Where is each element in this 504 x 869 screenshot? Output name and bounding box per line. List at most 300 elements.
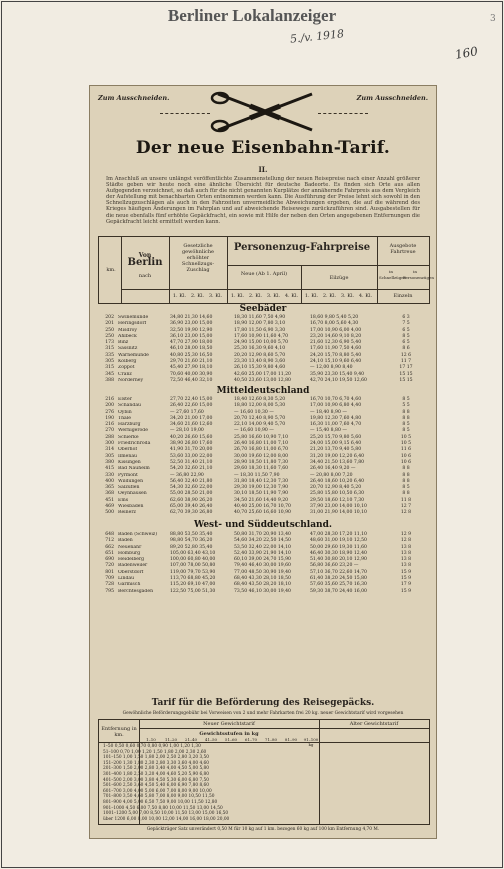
cell-station: Baden (Schweiz) xyxy=(118,532,157,537)
baggage-row: über 1200 6,00 8,00 10,00 12,00 14,00 16,00 18,00 20,00 xyxy=(103,816,230,822)
cell-station: Heidelberg xyxy=(118,557,145,563)
baggage-table xyxy=(98,719,430,825)
cell-station: Kissingen xyxy=(118,459,141,465)
cell-ex: 6 5 xyxy=(402,327,410,333)
cell-km: 315 xyxy=(105,365,114,371)
cell-km: 451 xyxy=(105,497,114,503)
cell-km: 415 xyxy=(105,466,114,472)
fare-table-sueddeutschland xyxy=(100,532,426,595)
cell-ex: 11 8 xyxy=(400,497,412,503)
gepaeck-sub-personenzug: in Personenzügen xyxy=(403,269,434,280)
gewichtsstufen-header: Gewichtsstufen in kg xyxy=(199,731,259,737)
baggage-row: 201–300 1,50 2,00 2,80 3,40 4,00 4,50 5,00 5,80 xyxy=(103,766,210,772)
cell-station: Misdroy xyxy=(118,327,138,333)
cell-pp: 79,40 46,40 30,00 19,60 xyxy=(234,563,291,569)
cell-ex: 5 5 xyxy=(402,403,410,409)
cell-pp: 30,00 19,60 12,00 8,00 xyxy=(234,453,289,459)
cell-ep: 16,70 8,00 5,60 4,30 xyxy=(310,321,359,327)
class-label: 4. Kl. xyxy=(358,293,373,299)
cell-pp: 25,80 16,60 10,90 7,10 xyxy=(234,434,289,440)
cell-km: 173 xyxy=(105,340,114,346)
cell-cl: 53,60 33,00 22,00 xyxy=(170,453,213,459)
cell-pp: — 18,30 11,50 7,90 xyxy=(234,472,280,478)
cell-ep: 37,90 23,00 14,00 10,10 xyxy=(310,504,367,510)
cell-km: 400 xyxy=(105,478,114,484)
cell-station: Ilmenau xyxy=(118,453,138,459)
cell-pp: 73,50 46,10 30,00 19,40 xyxy=(234,588,291,594)
cell-ex: 15 9 xyxy=(400,588,412,594)
cell-km: 288 xyxy=(105,434,114,440)
cell-ep: 24,20 15,70 8,80 5,40 xyxy=(310,352,362,358)
cell-ep: 24,00 15,00 9,15 6,40 xyxy=(310,441,362,447)
cell-station: Schierke xyxy=(118,434,139,440)
berlin-header: Berlin xyxy=(127,257,163,268)
baggage-row: 1001–1200 5,00 7,00 8,50 10,00 11,50 13,00 15,00 16,50 xyxy=(103,811,229,817)
cell-km: 651 xyxy=(105,550,114,556)
cell-ep: 26,40 16,40 9,20 — xyxy=(310,466,356,472)
cell-ep: 59,30 38,70 24,40 16,00 xyxy=(310,588,367,594)
cell-station: Sassnitz xyxy=(118,346,138,352)
cell-pp: 40,40 25,00 16,70 10,70 xyxy=(234,504,291,510)
cut-label-left: Zum Ausschneiden. xyxy=(98,94,170,102)
cell-ep: 47,00 28,30 17,20 11,10 xyxy=(310,532,367,537)
cell-cl: 34,60 21,60 12,60 xyxy=(170,422,213,428)
cell-ex: 17 9 xyxy=(400,582,412,588)
headline: Der neue Eisenbahn-Tarif. xyxy=(135,138,391,158)
cell-km: 250 xyxy=(105,333,114,339)
cell-km: 720 xyxy=(105,563,114,569)
section-title: Seebäder xyxy=(239,304,287,314)
cell-ex: 8 5 xyxy=(402,485,410,491)
class-label: 3. Kl. xyxy=(208,293,223,299)
cell-pp: 68,40 43,30 28,10 18,50 xyxy=(234,576,291,582)
baggage-row: 1–50 0,50 0,60 0,70 0,80 0,90 1,00 1,20 1,30 xyxy=(103,744,201,749)
cell-station: Wildungen xyxy=(118,478,144,484)
cell-km: 276 xyxy=(105,409,114,415)
cell-station: Bad Nauheim xyxy=(118,466,150,472)
class-label: 4. Kl. xyxy=(284,293,299,299)
cell-cl: 34,20 21,00 17,00 xyxy=(170,415,213,421)
baggage-title: Tarif für die Beförderung des Reisegepäcks. xyxy=(151,698,375,708)
cell-km: 648 xyxy=(105,532,114,537)
weight-step: 91–100 kg xyxy=(303,737,319,747)
cell-pp: 40,50 23,60 13,00 12,80 xyxy=(234,377,291,383)
cell-ep: 31,20 19,00 12,20 6,40 xyxy=(310,453,365,459)
baggage-row: 901–1000 4,50 6,00 7,50 8,80 10,00 11,50 13,00 14,50 xyxy=(103,805,223,811)
cell-ep: 57,10 36,70 22,60 14,70 xyxy=(310,569,367,575)
cut-line-right xyxy=(318,113,368,114)
cell-km: 690 xyxy=(105,557,114,563)
weight-step: 41–50 xyxy=(204,737,218,742)
cell-km: 305 xyxy=(105,359,114,365)
cell-cl: 54,30 32,60 22,00 xyxy=(170,485,213,491)
baggage-row: 101–150 1,00 1,50 1,80 2,00 2,50 2,80 3,20 3,50 xyxy=(103,755,210,761)
cell-cl: 52,50 31,40 21,10 xyxy=(170,459,213,465)
cell-station: Ahlbeck xyxy=(118,333,137,339)
cell-ex: 17 17 xyxy=(399,365,413,371)
cell-pp: 25,30 16,30 9,60 4,10 xyxy=(234,346,286,352)
baggage-footnote: Gepäckträger Satz unverändert 0,50 M für 10 kg auf 1 km. bezogen 60 kg auf 100 km Entfernung 4,70 M. xyxy=(146,827,380,832)
cell-ex: 13 8 xyxy=(400,557,412,563)
cell-station: Ems xyxy=(118,497,129,503)
cell-station: Warnemünde xyxy=(118,352,149,358)
cell-km: 801 xyxy=(105,569,114,575)
fare-table-seebaeder xyxy=(100,315,426,384)
table-row xyxy=(100,589,426,595)
cell-station: Schandau xyxy=(118,403,142,409)
cell-cl: 36,10 23,00 15,00 xyxy=(170,333,213,339)
gepaeck-header: Ausgebote Fahrtreue xyxy=(389,243,417,255)
cell-cl: 88,80 53,50 35,40 xyxy=(170,532,213,537)
baggage-row: 401–500 2,00 3,00 3,80 4,50 5,30 6,00 6,80 7,50 xyxy=(103,777,210,783)
cell-cl: 62,70 39,30 26,80 xyxy=(170,510,213,516)
fare-table-mitteldeutschland xyxy=(100,397,426,517)
cell-cl: 40,80 25,30 16,50 xyxy=(170,352,213,358)
weight-step: 11–20 xyxy=(164,737,178,742)
cell-pp: — 16,60 10,90 — xyxy=(234,428,274,434)
cell-ep: 17,60 11,90 7,50 4,60 xyxy=(310,346,362,352)
cell-ep: — 12,00 8,90 8,40 xyxy=(310,365,353,371)
cell-station: Elster xyxy=(118,397,132,402)
cell-ex: 13 8 xyxy=(400,563,412,569)
cell-cl: 70,60 40,00 30,90 xyxy=(170,371,213,377)
cell-ex: 8 8 xyxy=(402,415,410,421)
cell-station: Badenweiler xyxy=(118,563,148,569)
cell-cl: 26,40 22,60 15,00 xyxy=(170,403,213,409)
cell-cl: 62,60 38,90 26,20 xyxy=(170,497,213,503)
cell-cl: 47,70 27,90 18,00 xyxy=(170,340,213,346)
cell-km: 345 xyxy=(105,371,114,377)
cell-ep: 19,80 12,30 7,60 4,80 xyxy=(310,415,362,421)
cell-ex: 8 5 xyxy=(402,422,410,428)
class-label: 2. Kl. xyxy=(248,293,263,299)
baggage-row: 301–400 1,80 2,50 3,20 4,00 4,60 5,20 5,90 6,80 xyxy=(103,772,210,777)
cell-ep: 16,70 10,70 6,70 4,60 xyxy=(310,397,362,402)
cell-ep: 17,00 10,90 6,00 4,00 xyxy=(310,327,362,333)
cell-km: 250 xyxy=(105,327,114,333)
cell-cl: 38,90 26,80 17,60 xyxy=(170,441,213,447)
cell-ep: 25,20 15,70 9,80 5,60 xyxy=(310,434,362,440)
cell-km: 795 xyxy=(105,588,114,594)
cell-ex: 11 7 xyxy=(400,359,412,365)
cell-cl: 36,90 23,00 15,00 xyxy=(170,321,213,327)
class-label: 2. Kl. xyxy=(190,293,205,299)
cell-km: 335 xyxy=(105,352,114,358)
newspaper-clipping xyxy=(89,85,437,839)
table-row xyxy=(100,510,426,516)
cell-pp: 29,30 19,00 12,30 7,90 xyxy=(234,485,289,491)
cell-cl: — 28,10 19,00 xyxy=(170,428,204,434)
von-header: Von xyxy=(138,252,152,259)
cell-station: Lindau xyxy=(118,576,135,582)
cell-pp: 34,50 21,60 14,40 9,20 xyxy=(234,497,289,503)
cell-cl: 107,00 78,00 50,80 xyxy=(170,563,216,569)
cell-km: 365 xyxy=(105,485,114,491)
cell-pp: 17,60 10,90 11,60 4,70 xyxy=(234,333,289,339)
cell-cl: 32,50 19,90 12,90 xyxy=(170,327,213,333)
cell-cl: — 36,80 22,90 xyxy=(170,472,204,478)
cell-km: 201 xyxy=(105,321,114,327)
cell-cl: 115,20 69,10 47,00 xyxy=(170,582,216,588)
cell-cl: 45,40 27,90 18,10 xyxy=(170,365,213,371)
cell-ex: 12 8 xyxy=(400,510,412,516)
cell-ex: 8 5 xyxy=(402,333,410,339)
weight-step: 81–90 xyxy=(284,737,298,742)
alter-tarif-header: Alter Gewichtstarif xyxy=(349,721,399,727)
cell-pp: 68,40 43,50 28,20 18,10 xyxy=(234,582,291,588)
cell-ex: 8 8 xyxy=(402,472,410,478)
cell-pp: 31,80 18,40 12,30 7,30 xyxy=(234,478,289,484)
class-label: 3. Kl. xyxy=(266,293,281,299)
neue-header: Neue (Ab 1. April) xyxy=(240,271,288,277)
cell-ep: 46,40 30,30 18,90 12,40 xyxy=(310,550,367,556)
cell-km: 305 xyxy=(105,453,114,459)
entfernung-header: Entfernung in km. xyxy=(101,726,137,738)
cell-km: 662 xyxy=(105,544,114,550)
cell-pp: 30,10 18,50 11,90 7,90 xyxy=(234,491,289,497)
nach-header: nach xyxy=(138,273,152,279)
cell-station: Heringsdorf xyxy=(118,321,147,327)
cell-pp: 26,40 16,80 11,00 7,10 xyxy=(234,441,289,447)
cell-ep: 42,70 24,10 19,50 12,60 xyxy=(310,377,367,383)
cell-ep: 51,40 30,80 20,10 12,90 xyxy=(310,557,367,563)
cell-station: Cranz xyxy=(118,371,132,377)
schnellzug-header: Gesetzliche gewöhnliche erhöhter Schnellzugs-Zuschlag xyxy=(181,243,215,273)
cell-ep: — 20,80 8,00 7,20 xyxy=(310,472,353,478)
weight-step: 21–40 xyxy=(184,737,198,742)
part-number: II. xyxy=(258,165,268,174)
baggage-row: 151–200 1,30 1,80 2,30 2,80 3,30 3,60 4,00 4,60 xyxy=(103,760,210,766)
cell-km: 200 xyxy=(105,403,114,409)
cell-ex: 8 6 xyxy=(402,346,410,352)
newspaper-masthead: Berliner Lokalanzeiger xyxy=(167,6,337,25)
cell-cl: 119,00 79,70 53,90 xyxy=(170,569,216,575)
cell-cl: 34,80 21,30 14,60 xyxy=(170,315,213,320)
cell-cl: 27,70 22,40 15,00 xyxy=(170,397,213,402)
cell-station: Oeynhausen xyxy=(118,491,147,497)
cell-ep: 50,00 29,60 19,30 11,60 xyxy=(310,544,367,550)
cell-ep: — 15,40 8,80 — xyxy=(310,428,347,434)
cell-ex: 15 15 xyxy=(399,371,413,377)
cell-ex: 8 8 xyxy=(402,466,410,472)
cell-pp: 20,20 12,90 8,60 5,70 xyxy=(234,352,286,358)
cell-pp: 23,30 13,40 8,90 3,60 xyxy=(234,359,286,365)
cell-pp: 18,40 12,60 8,30 5,20 xyxy=(234,397,286,402)
cell-station: Binz xyxy=(118,340,129,346)
cell-km: 216 xyxy=(105,397,114,402)
class-label: 1. Kl. xyxy=(230,293,245,299)
cell-ex: 10 5 xyxy=(400,441,412,447)
cell-station: Berchtesgaden xyxy=(118,588,154,594)
class-label: 3. Kl. xyxy=(340,293,355,299)
cell-ep: 18,60 9,80 5,40 5,20 xyxy=(310,315,359,320)
cell-ex: 15 15 xyxy=(399,377,413,383)
cell-pp: 26,70 16,80 11,00 6,70 xyxy=(234,447,289,453)
intro-paragraph: Im Anschluß an unsere unlängst veröffentlichte Zusammenstellung der neuen Reisepreise nach einer Anzahl größerer Städte geben wir heute noch eine ähnliche Übersicht für deutsche Badeorte. Es finden sich Orte aus allen Aufgegenden verzeichnet, so daß auch für die nicht genannten Kurplätze der annähernde Fahrpreis aus dem Vergleich der Aufstellung mit benachbarten Orten entnommen werden kann. Die Ausführung der Preise lehnt sich sowohl in den Schnellzugzuschlägen als auch in den Fahrzeiten unvermeidliche Abweichungen ergeben, die auf die während des Krieges häufigen Änderungen im Fahrplan und auf abweichende Reisewege zurückzuführen sind. Ausgabestellen für die neue ebenfalls fünf erhöhte Gepäckfracht, ein sowie mit Hilfe der neben den Orten angegebenen Entfernungen die Gepäckfracht leicht ermittelt werden kann. xyxy=(106,176,420,225)
cell-cl: 122,50 75,00 51,30 xyxy=(170,588,216,594)
cell-ex: 12 8 xyxy=(400,538,412,544)
cell-station: Baden xyxy=(118,538,133,544)
cell-station: Wernigerode xyxy=(118,428,148,434)
cut-line-left xyxy=(160,113,210,114)
cell-station: Harzburg xyxy=(118,422,141,428)
cell-ex: 11 6 xyxy=(400,447,412,453)
gepaeck-sub-schnellzug: in Schnellzügen xyxy=(379,269,407,280)
cell-station: Oberstdorf xyxy=(118,569,144,575)
cell-pp: 18,90 12,00 7,80 3,10 xyxy=(234,321,286,327)
cell-pp: 28,90 18,50 11,80 7,30 xyxy=(234,459,289,465)
cell-station: Reinerz xyxy=(118,510,136,516)
cell-ep: 31,00 21,90 14,00 10,10 xyxy=(310,510,367,516)
cell-ep: 24,10 15,10 9,60 6,40 xyxy=(310,359,362,365)
cell-ex: 13 8 xyxy=(400,544,412,550)
cell-pp: 77,00 48,50 30,90 19,40 xyxy=(234,569,291,575)
cell-ep: 35,90 23,30 15,40 9,40 xyxy=(310,371,365,377)
einzeln-header: Einzeln xyxy=(393,293,413,299)
cell-cl: 29,70 21,60 21,10 xyxy=(170,359,213,365)
section-title: West- und Süddeutschland. xyxy=(193,520,333,530)
cell-station: Homburg xyxy=(118,550,141,556)
handwritten-date: 5./v. 1918 xyxy=(289,27,345,46)
cell-ep: 56,80 36,60 23,20 — xyxy=(310,563,359,569)
cell-km: 270 xyxy=(105,428,114,434)
weight-step: 1–10 xyxy=(146,737,156,742)
cell-cl: 65,00 39,40 26,40 xyxy=(170,504,213,510)
baggage-row: 501–600 2,50 3,60 4,50 5,40 6,00 6,90 7,80 8,60 xyxy=(103,783,210,789)
cell-ex: 8 8 xyxy=(402,409,410,415)
cell-ex: 12 9 xyxy=(400,532,412,537)
class-label: 1. Kl. xyxy=(304,293,319,299)
page-number: 160 xyxy=(453,44,479,62)
cell-ep: 21,60 12,30 6,90 5,40 xyxy=(310,340,362,346)
cell-ep: 23,20 14,60 9,10 8,20 xyxy=(310,333,362,339)
baggage-subtitle: Gewöhnliche Beförderungsgebühr bei Vorweisen von 2 und mehr Fahrkarten frei 20 kg. neuer Gewichtstarif wird vorgesehen xyxy=(122,711,404,716)
cell-cl: — 27,60 17,60 xyxy=(170,409,204,415)
cell-pp: 18,80 12,00 8,00 5,30 xyxy=(234,403,286,409)
cell-km: 728 xyxy=(105,582,114,588)
cell-pp: 20,70 12,40 8,90 5,70 xyxy=(234,415,286,421)
cell-pp: 29,60 18,30 11,60 7,60 xyxy=(234,466,289,472)
cell-km: 190 xyxy=(105,415,114,421)
cell-ex: 8 5 xyxy=(402,428,410,434)
baggage-row: 801–900 4,00 5,00 6,50 7,50 9,00 10,00 11,50 12,80 xyxy=(103,800,218,805)
cell-km: 300 xyxy=(105,441,114,447)
weight-step: 61–70 xyxy=(244,737,258,742)
cell-pp: 22,10 14,00 9,40 5,70 xyxy=(234,422,286,428)
cell-station: Norderney xyxy=(118,377,144,383)
edge-mark: 3 xyxy=(490,14,496,24)
cell-station: Garmisch xyxy=(118,582,141,588)
table-row xyxy=(100,378,426,384)
cell-cl: 113,70 68,80 45,20 xyxy=(170,576,216,582)
cell-ex: 8 5 xyxy=(402,397,410,402)
cell-ex: 7 5 xyxy=(402,321,410,327)
cell-pp: 24,90 15,00 10,00 5,70 xyxy=(234,340,289,346)
cell-station: Neuenahr xyxy=(118,544,142,550)
cell-km: 500 xyxy=(105,510,114,516)
cell-ep: 16,30 11,00 7,60 4,70 xyxy=(310,422,362,428)
class-label: 2. Kl. xyxy=(322,293,337,299)
cell-ep: 34,40 21,50 13,60 7,80 xyxy=(310,459,365,465)
cell-station: Oberhof xyxy=(118,447,138,453)
cell-cl: 56,40 32,40 21,80 xyxy=(170,478,213,484)
cell-cl: 72,50 46,40 32,10 xyxy=(170,377,213,383)
baggage-row: 701–800 3,50 4,60 5,80 7,00 8,00 9,00 10,50 11,50 xyxy=(103,794,215,800)
cell-pp: 60,10 39,00 24,70 15,90 xyxy=(234,557,291,563)
cell-km: 315 xyxy=(105,346,114,352)
cell-pp: 50,80 31,70 20,90 13,40 xyxy=(234,532,291,537)
cell-station: Pyrmont xyxy=(118,472,138,478)
cell-ep: 48,60 31,00 19,10 12,50 xyxy=(310,538,367,544)
weight-step: 71–80 xyxy=(264,737,278,742)
cell-pp: — 16,60 10,30 — xyxy=(234,409,274,415)
cell-km: 469 xyxy=(105,504,114,510)
cell-station: Thale xyxy=(118,415,131,421)
fare-table-header xyxy=(98,236,434,304)
cell-ep: 17,00 10,90 6,80 4,40 xyxy=(310,403,362,409)
cell-ex: 10 6 xyxy=(400,459,412,465)
cell-ep: 29,50 18,60 12,10 7,30 xyxy=(310,497,365,503)
cell-cl: 41,90 31,70 20,00 xyxy=(170,447,213,453)
cell-pp: 52,40 33,90 21,90 14,10 xyxy=(234,550,291,556)
cell-ex: 6 3 xyxy=(402,315,410,320)
cut-label-right: Zum Ausschneiden. xyxy=(356,94,428,102)
cell-station: Swinemünde xyxy=(118,315,149,320)
personenzug-header: Personenzug-Fahrpreise xyxy=(233,242,371,253)
cell-ex: 10 5 xyxy=(400,434,412,440)
cell-cl: 100,00 60,80 40,00 xyxy=(170,557,216,563)
cell-ep: — 18,40 8,90 — xyxy=(310,409,347,415)
cell-ex: 6 5 xyxy=(402,340,410,346)
cell-ex: 10 6 xyxy=(400,453,412,459)
cell-km: 202 xyxy=(105,315,114,320)
cell-cl: 98,80 54,70 36,20 xyxy=(170,538,213,544)
cell-ep: 20,70 12,90 8,40 5,20 xyxy=(310,485,362,491)
cell-km: 380 xyxy=(105,459,114,465)
cell-cl: 105,00 63,40 43,10 xyxy=(170,550,216,556)
cell-km: 216 xyxy=(105,422,114,428)
cell-ex: 12 7 xyxy=(400,504,412,510)
cell-ex: 8 8 xyxy=(402,478,410,484)
cell-km: 709 xyxy=(105,576,114,582)
cell-ex: 8 8 xyxy=(402,491,410,497)
cell-cl: 89,20 52,80 35,40 xyxy=(170,544,213,550)
baggage-row: 51–100 0,70 1,00 1,20 1,50 1,80 2,00 2,30 2,60 xyxy=(103,749,207,755)
section-title: Mitteldeutschland xyxy=(216,386,310,396)
cell-ex: 12 6 xyxy=(400,352,412,358)
weight-step: 51–60 xyxy=(224,737,238,742)
cell-station: Friedrichroda xyxy=(118,441,151,447)
cell-station: Zoppot xyxy=(118,365,135,371)
cell-ep: 21,20 13,70 9,40 5,80 xyxy=(310,447,362,453)
scissors-icon xyxy=(210,90,320,134)
cell-pp: 26,10 15,30 9,80 4,60 xyxy=(234,365,286,371)
cell-cl: 40,20 26,60 15,60 xyxy=(170,434,213,440)
cell-station: Kolberg xyxy=(118,359,137,365)
cell-pp: 17,80 11,50 6,90 3,30 xyxy=(234,327,286,333)
cell-ep: 61,40 38,20 24,50 15,80 xyxy=(310,576,367,582)
km-header: km. xyxy=(106,267,116,273)
cell-ep: 26,40 18,60 10,20 6,40 xyxy=(310,478,365,484)
cell-station: Wiesbaden xyxy=(118,504,144,510)
cell-km: 388 xyxy=(105,377,114,383)
eilzug-header: Eilzüge xyxy=(329,275,349,281)
cell-km: 712 xyxy=(105,538,114,544)
cell-ex: 13 8 xyxy=(400,550,412,556)
cell-cl: 54,20 32,60 21,10 xyxy=(170,466,213,472)
neuer-tarif-header: Neuer Gewichtstarif xyxy=(203,721,255,727)
cell-km: 368 xyxy=(105,491,114,497)
